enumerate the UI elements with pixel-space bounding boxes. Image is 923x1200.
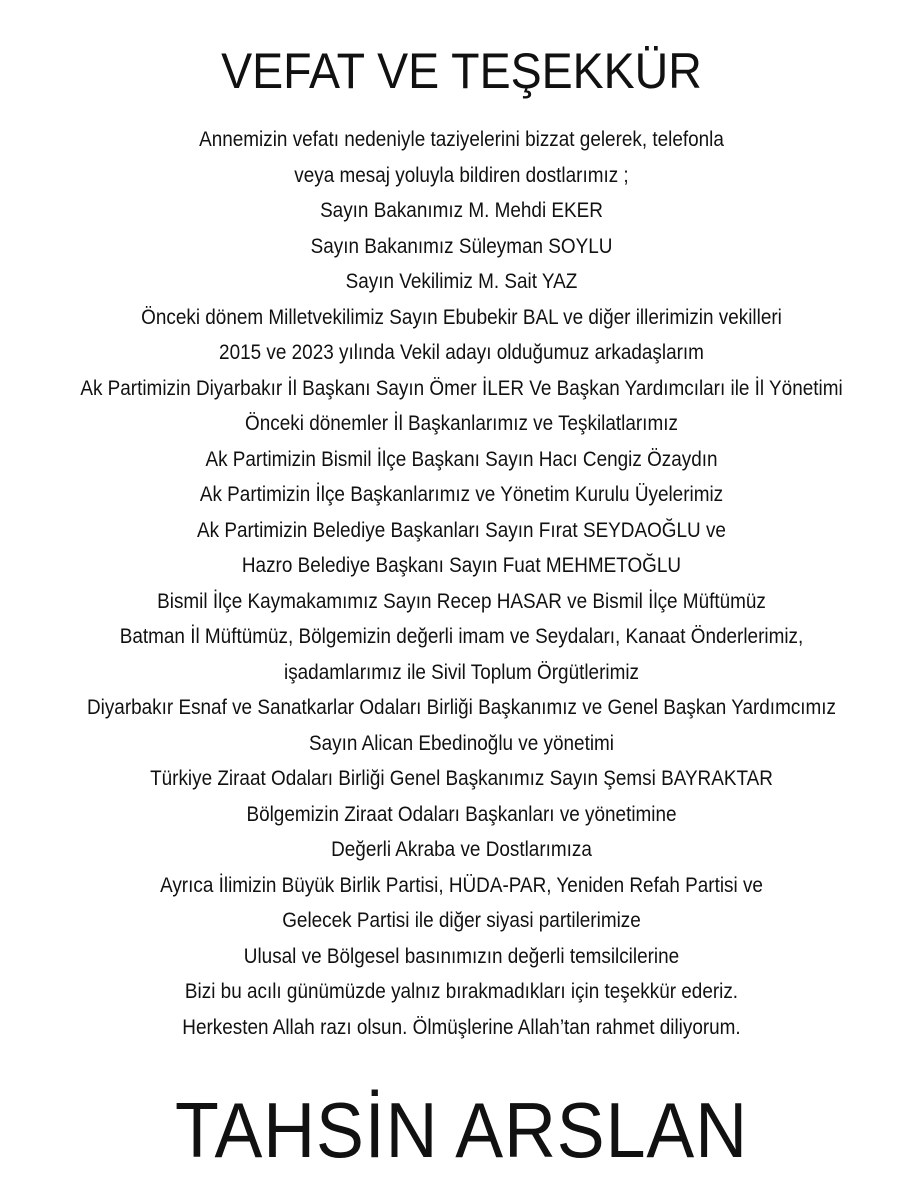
notice-line: Ak Partimizin Diyarbakır İl Başkanı Sayın Ömer İLER Ve Başkan Yardımcıları ile İl Yönetimi <box>80 375 843 400</box>
notice-line: Ak Partimizin İlçe Başkanlarımız ve Yönetim Kurulu Üyelerimiz <box>199 482 724 506</box>
notice-line: Türkiye Ziraat Odaları Birliği Genel Başkanımız Sayın Şemsi BAYRAKTAR <box>150 766 773 790</box>
notice-line: Annemizin vefatı nedeniyle taziyelerini bizzat gelerek, telefonla <box>199 127 724 151</box>
notice-line: Bölgemizin Ziraat Odaları Başkanları ve yönetimine <box>246 801 677 826</box>
notice-line: veya mesaj yoluyla bildiren dostlarımız ; <box>294 162 629 187</box>
notice-line: Sayın Bakanımız M. Mehdi EKER <box>320 198 603 222</box>
notice-line: Bismil İlçe Kaymakamımız Sayın Recep HASAR ve Bismil İlçe Müftümüz <box>157 588 766 613</box>
notice-line: Önceki dönemler İl Başkanlarımız ve Teşkilatlarımız <box>245 411 678 435</box>
notice-line: Ulusal ve Bölgesel basınımızın değerli temsilcilerine <box>243 943 680 968</box>
notice-line: Diyarbakır Esnaf ve Sanatkarlar Odaları Birliği Başkanımız ve Genel Başkan Yardımcımız <box>86 695 837 719</box>
notice-body <box>0 122 923 1045</box>
signature-name: TAHSİN ARSLAN <box>175 1086 748 1174</box>
notice-line: Gelecek Partisi ile diğer siyasi partilerimize <box>282 908 641 932</box>
notice-line: Sayın Alican Ebedinoğlu ve yönetimi <box>308 730 615 755</box>
notice-line: işadamlarımız ile Sivil Toplum Örgütlerimiz <box>283 659 640 684</box>
notice-line: Sayın Bakanımız Süleyman SOYLU <box>310 233 613 258</box>
notice-line: Herkesten Allah razı olsun. Ölmüşlerine Allah’tan rahmet diliyorum. <box>182 1014 741 1039</box>
notice-line: Değerli Akraba ve Dostlarımıza <box>331 837 592 861</box>
notice-line: Önceki dönem Milletvekilimiz Sayın Ebubekir BAL ve diğer illerimizin vekilleri <box>141 304 782 329</box>
notice-line: 2015 ve 2023 yılında Vekil adayı olduğumuz arkadaşlarım <box>219 340 704 364</box>
notice-line: Batman İl Müftümüz, Bölgemizin değerli imam ve Seydaları, Kanaat Önderlerimiz, <box>119 624 804 648</box>
notice-line: Ak Partimizin Bismil İlçe Başkanı Sayın Hacı Cengiz Özaydın <box>205 446 718 471</box>
notice-line: Ayrıca İlimizin Büyük Birlik Partisi, HÜDA-PAR, Yeniden Refah Partisi ve <box>160 872 763 897</box>
notice-title: VEFAT VE TEŞEKKÜR <box>221 43 702 99</box>
notice-line: Sayın Vekilimiz M. Sait YAZ <box>345 269 578 293</box>
notice-line: Bizi bu acılı günümüzde yalnız bırakmadıkları için teşekkür ederiz. <box>184 979 739 1003</box>
notice-line: Ak Partimizin Belediye Başkanları Sayın Fırat SEYDAOĞLU ve <box>197 517 726 542</box>
notice-line: Hazro Belediye Başkanı Sayın Fuat MEHMETOĞLU <box>241 553 682 577</box>
